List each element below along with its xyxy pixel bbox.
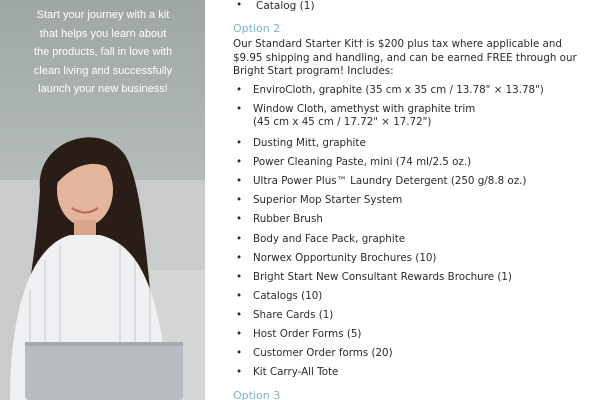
list-item bbox=[233, 156, 593, 175]
list-item bbox=[233, 213, 593, 232]
option-2-item-list bbox=[233, 84, 593, 385]
list-item-label: Body and Face Pack, graphite bbox=[253, 232, 406, 245]
list-item-label: Window Cloth, amethyst with graphite trim (45 cm x 45 cm / 17.72" × 17.72") bbox=[253, 103, 476, 129]
list-item-label: Rubber Brush bbox=[253, 213, 323, 226]
bullet-icon: • bbox=[236, 270, 243, 283]
list-item bbox=[233, 366, 593, 385]
starter-kit-document bbox=[233, 0, 593, 400]
bullet-icon: • bbox=[236, 156, 243, 169]
promo-text: Start your journey with a kit that helps you learn about the products, fall in love with clean living and successfully launch your new business! bbox=[33, 9, 173, 95]
list-item bbox=[233, 233, 593, 252]
list-item bbox=[233, 84, 593, 103]
option-2-heading: Option 2 bbox=[233, 22, 281, 35]
option-2-intro: Our Standard Starter Kit† is $200 plus tax where applicable and $9.95 shipping and handling, and can be earned FREE through our Bright Start program! Includes: bbox=[233, 38, 577, 78]
bullet-icon: • bbox=[236, 289, 243, 302]
list-item-label: Customer Order forms (20) bbox=[253, 347, 393, 360]
list-item-label: Norwex Opportunity Brochures (10) bbox=[253, 251, 437, 264]
woman-with-laptop-photo bbox=[0, 120, 205, 400]
promo-panel bbox=[0, 0, 205, 400]
bullet-icon: • bbox=[236, 347, 243, 360]
list-item-label: Catalog (1) bbox=[256, 0, 315, 12]
list-item bbox=[233, 103, 593, 137]
list-item bbox=[233, 347, 593, 366]
list-item-label: Power Cleaning Paste, mini (74 ml/2.5 oz.) bbox=[253, 156, 472, 169]
list-item bbox=[233, 290, 593, 309]
list-item bbox=[233, 328, 593, 347]
list-item bbox=[233, 252, 593, 271]
bullet-icon: • bbox=[236, 103, 243, 116]
list-item-label: Bright Start New Consultant Rewards Brochure (1) bbox=[253, 270, 512, 283]
list-item-label: Kit Carry-All Tote bbox=[253, 366, 339, 379]
bullet-icon: • bbox=[236, 232, 243, 245]
list-item-label: EnviroCloth, graphite (35 cm x 35 cm / 13.78" × 13.78") bbox=[253, 84, 544, 96]
bullet-icon: • bbox=[236, 366, 243, 379]
list-item-label: Ultra Power Plus™ Laundry Detergent (250 g/8.8 oz.) bbox=[253, 175, 527, 188]
list-item bbox=[233, 194, 593, 213]
list-item-label: Catalogs (10) bbox=[253, 289, 323, 302]
bullet-icon: • bbox=[236, 308, 243, 321]
bullet-icon: • bbox=[236, 213, 243, 226]
bullet-icon: • bbox=[236, 194, 243, 207]
list-item-label: Superior Mop Starter System bbox=[253, 194, 403, 207]
bullet-icon: • bbox=[236, 84, 243, 96]
list-item bbox=[233, 271, 593, 290]
bullet-icon: • bbox=[236, 137, 243, 150]
list-item bbox=[233, 309, 593, 328]
list-item bbox=[233, 137, 593, 156]
list-item-label: Share Cards (1) bbox=[253, 308, 334, 321]
list-item bbox=[233, 175, 593, 194]
bullet-icon: • bbox=[236, 251, 243, 264]
list-item-label: Host Order Forms (5) bbox=[253, 328, 362, 341]
bullet-icon: • bbox=[236, 175, 243, 188]
list-item-label: Dusting Mitt, graphite bbox=[253, 137, 366, 150]
bullet-icon: • bbox=[236, 328, 243, 341]
option-3-heading: Option 3 bbox=[233, 389, 281, 400]
bullet-icon: • bbox=[236, 0, 243, 11]
